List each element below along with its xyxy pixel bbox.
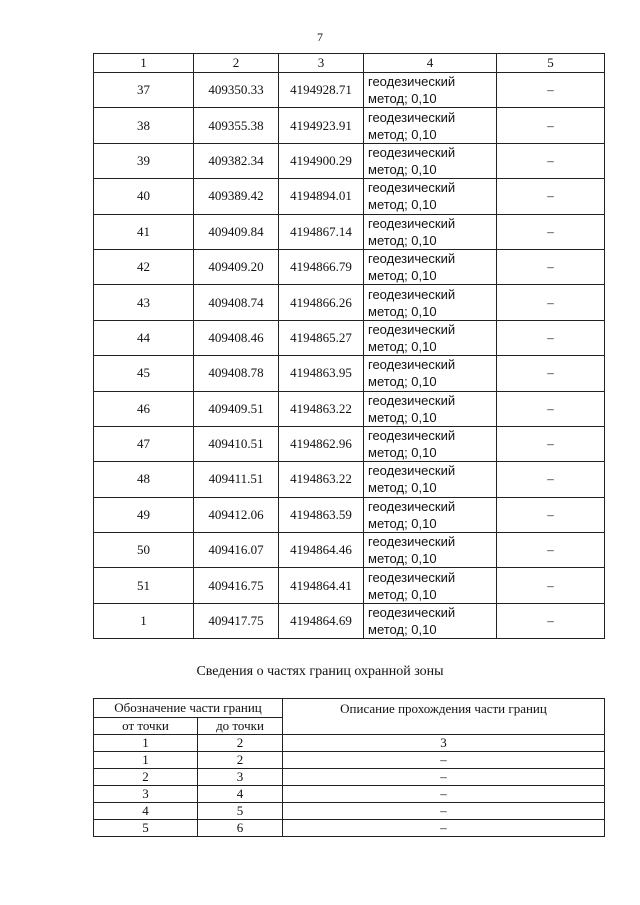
note-cell: – [497,426,605,461]
table-row [94,356,605,391]
table-row [94,426,605,461]
x-coordinate-cell: 409416.75 [194,568,279,603]
method-cell [364,533,497,568]
point-number-cell: 43 [94,285,194,320]
method-line-1: геодезический [368,286,456,302]
method-line-2: метод; 0,10 [368,515,437,531]
method-line-2: метод; 0,10 [368,338,437,354]
x-coordinate-cell: 409409.20 [194,249,279,284]
y-coordinate-cell: 4194864.46 [279,533,364,568]
note-cell: – [497,568,605,603]
note-cell: – [497,214,605,249]
point-number-cell: 45 [94,356,194,391]
method-line-2: метод; 0,10 [368,303,437,319]
coordinates-header-row [94,54,605,73]
y-coordinate-cell: 4194866.79 [279,249,364,284]
x-coordinate-cell: 409417.75 [194,603,279,638]
y-coordinate-cell: 4194894.01 [279,179,364,214]
table-row [94,820,605,837]
method-line-2: метод; 0,10 [368,232,437,248]
header-cell: 4 [364,54,497,73]
table-row [94,73,605,108]
note-cell: – [497,143,605,178]
y-coordinate-cell: 4194867.14 [279,214,364,249]
point-number-cell: 38 [94,108,194,143]
y-coordinate-cell: 4194865.27 [279,320,364,355]
coordinates-body [94,73,605,639]
method-line-2: метод; 0,10 [368,126,437,142]
method-line-2: метод; 0,10 [368,91,437,107]
x-coordinate-cell: 409408.46 [194,320,279,355]
point-number-cell: 40 [94,179,194,214]
method-line-1: геодезический [368,605,456,621]
header-cell: 2 [194,54,279,73]
to-point-cell: 4 [198,786,283,803]
method-line-1: геодезический [368,357,456,373]
table-row [94,214,605,249]
method-line-1: геодезический [368,428,456,444]
from-point-cell: 5 [94,820,198,837]
point-number-cell: 51 [94,568,194,603]
method-cell [364,426,497,461]
table-row [94,143,605,178]
description-cell: – [283,803,605,820]
x-coordinate-cell: 409408.78 [194,356,279,391]
y-coordinate-cell: 4194923.91 [279,108,364,143]
point-number-cell: 41 [94,214,194,249]
method-line-1: геодезический [368,251,456,267]
method-cell [364,179,497,214]
method-cell [364,320,497,355]
description-cell: – [283,820,605,837]
note-cell: – [497,108,605,143]
header-to-cell: до точки [198,718,283,735]
y-coordinate-cell: 4194863.22 [279,462,364,497]
table-row [94,752,605,769]
method-line-2: метод; 0,10 [368,161,437,177]
col-number-cell: 2 [198,735,283,752]
method-cell [364,462,497,497]
note-cell: – [497,356,605,391]
method-cell [364,497,497,532]
method-cell [364,73,497,108]
method-cell [364,214,497,249]
method-line-1: геодезический [368,215,456,231]
y-coordinate-cell: 4194864.69 [279,603,364,638]
method-cell [364,568,497,603]
method-cell [364,249,497,284]
table-row [94,320,605,355]
method-line-2: метод; 0,10 [368,374,437,390]
x-coordinate-cell: 409350.33 [194,73,279,108]
header-from-cell: от точки [94,718,198,735]
method-line-1: геодезический [368,74,456,90]
table-row [94,108,605,143]
y-coordinate-cell: 4194866.26 [279,285,364,320]
table-row [94,769,605,786]
page-number: 7 [317,30,323,44]
y-coordinate-cell: 4194862.96 [279,426,364,461]
y-coordinate-cell: 4194864.41 [279,568,364,603]
method-line-1: геодезический [368,144,456,160]
point-number-cell: 47 [94,426,194,461]
point-number-cell: 48 [94,462,194,497]
parts-col-number-row [94,735,605,752]
table-row [94,285,605,320]
parts-body [94,752,605,837]
x-coordinate-cell: 409412.06 [194,497,279,532]
col-number-cell: 1 [94,735,198,752]
y-coordinate-cell: 4194863.95 [279,356,364,391]
table-row [94,179,605,214]
y-coordinate-cell: 4194928.71 [279,73,364,108]
table-row [94,786,605,803]
note-cell: – [497,533,605,568]
x-coordinate-cell: 409409.51 [194,391,279,426]
method-cell [364,391,497,426]
method-line-1: геодезический [368,498,456,514]
x-coordinate-cell: 409411.51 [194,462,279,497]
method-line-1: геодезический [368,109,456,125]
table-row [94,603,605,638]
header-cell: 3 [279,54,364,73]
method-line-2: метод; 0,10 [368,622,437,638]
x-coordinate-cell: 409355.38 [194,108,279,143]
note-cell: – [497,497,605,532]
col-number-cell: 3 [283,735,605,752]
note-cell: – [497,285,605,320]
y-coordinate-cell: 4194863.59 [279,497,364,532]
coordinates-table [93,53,605,639]
to-point-cell: 2 [198,752,283,769]
from-point-cell: 4 [94,803,198,820]
note-cell: – [497,603,605,638]
method-line-2: метод; 0,10 [368,197,437,213]
x-coordinate-cell: 409416.07 [194,533,279,568]
y-coordinate-cell: 4194900.29 [279,143,364,178]
method-line-2: метод; 0,10 [368,445,437,461]
table-row [94,497,605,532]
header-group-cell: Обозначение части границ [94,699,283,718]
description-cell: – [283,752,605,769]
method-line-2: метод; 0,10 [368,480,437,496]
table-row [94,462,605,497]
point-number-cell: 1 [94,603,194,638]
header-cell: 1 [94,54,194,73]
to-point-cell: 6 [198,820,283,837]
method-cell [364,285,497,320]
method-cell [364,356,497,391]
x-coordinate-cell: 409382.34 [194,143,279,178]
point-number-cell: 50 [94,533,194,568]
point-number-cell: 37 [94,73,194,108]
x-coordinate-cell: 409410.51 [194,426,279,461]
note-cell: – [497,249,605,284]
method-line-2: метод; 0,10 [368,551,437,567]
from-point-cell: 1 [94,752,198,769]
x-coordinate-cell: 409389.42 [194,179,279,214]
method-line-1: геодезический [368,569,456,585]
table-row [94,249,605,284]
method-line-2: метод; 0,10 [368,409,437,425]
from-point-cell: 3 [94,786,198,803]
table-row [94,568,605,603]
description-cell: – [283,786,605,803]
point-number-cell: 49 [94,497,194,532]
table-row [94,533,605,568]
header-cell: 5 [497,54,605,73]
header-desc-cell: Описание прохождения части границ [283,699,605,735]
x-coordinate-cell: 409409.84 [194,214,279,249]
point-number-cell: 46 [94,391,194,426]
from-point-cell: 2 [94,769,198,786]
note-cell: – [497,73,605,108]
note-cell: – [497,391,605,426]
method-line-1: геодезический [368,180,456,196]
table-row [94,391,605,426]
parts-header-row [94,699,605,718]
boundary-parts-table [93,698,605,837]
description-cell: – [283,769,605,786]
note-cell: – [497,462,605,497]
section-title: Сведения о частях границ охранной зоны [196,664,444,679]
method-cell [364,143,497,178]
method-line-1: геодезический [368,463,456,479]
to-point-cell: 5 [198,803,283,820]
method-line-2: метод; 0,10 [368,586,437,602]
method-cell [364,603,497,638]
x-coordinate-cell: 409408.74 [194,285,279,320]
y-coordinate-cell: 4194863.22 [279,391,364,426]
point-number-cell: 44 [94,320,194,355]
point-number-cell: 42 [94,249,194,284]
method-cell [364,108,497,143]
table-row [94,803,605,820]
method-line-1: геодезический [368,534,456,550]
method-line-1: геодезический [368,321,456,337]
method-line-1: геодезический [368,392,456,408]
point-number-cell: 39 [94,143,194,178]
note-cell: – [497,320,605,355]
method-line-2: метод; 0,10 [368,268,437,284]
to-point-cell: 3 [198,769,283,786]
note-cell: – [497,179,605,214]
